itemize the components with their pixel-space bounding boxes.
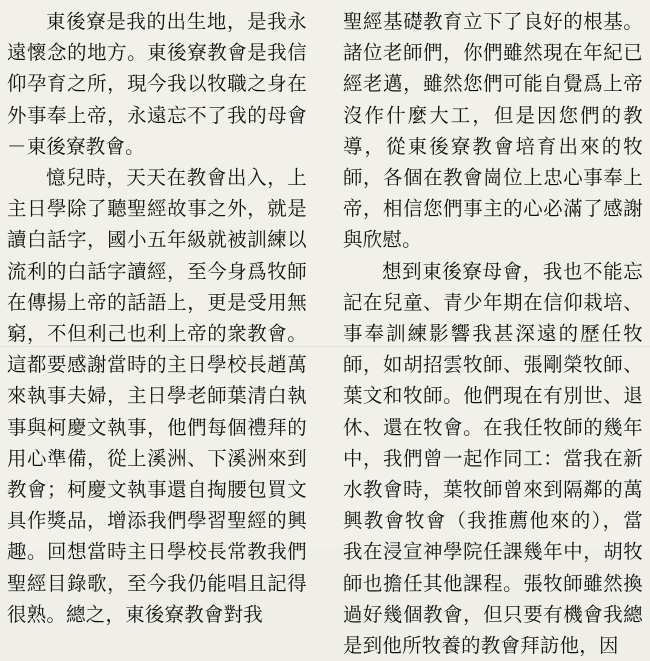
page-crease — [0, 346, 650, 347]
paragraph-former-pastors: 想到東後寮母會，我也不能忘記在兒童、青少年期在信仰栽培、事奉訓練影響我甚深遠的歷任牧師，如胡招雲牧師、張剛榮牧師、葉文和牧師。他們現在有別世、退休、還在牧會。在我任牧師的幾年中，我們曾一起作同工：當我在新水教會時，葉牧師曾來到隔鄰的萬興教會牧會（我推薦他來的），當我在浸宣神學院任課幾年中，胡牧師也擔任其他課程。張牧師雖然換過好幾個教會，但只要有機會我總是到他所牧養的教會拜訪他，因 — [343, 259, 643, 658]
paragraph-teachers-thanks: 聖經基礎教育立下了良好的根基。諸位老師們，你們雖然現在年紀已經老邁，雖然您們可能自覺爲上帝沒作什麼大工，但是因您們的教導，從東後寮教會培育出來的牧師，各個在教會崗位上忠心事奉上帝，相信您們事主的心必滿了感謝與欣慰。 — [343, 10, 643, 252]
paragraph-birthplace: 東後寮是我的出生地，是我永遠懷念的地方。東後寮教會是我信仰孕育之所，現今我以牧職之身在外事奉上帝，永遠忘不了我的母會－東後寮教會。 — [7, 10, 307, 158]
left-column — [7, 6, 307, 630]
right-column — [343, 6, 643, 661]
paragraph-childhood-memories: 憶兒時，天天在教會出入，上主日學除了聽聖經故事之外，就是讀白話字，國小五年級就被訓練以流利的白話字讀經，至今身爲牧師在傳揚上帝的話語上，更是受用無窮，不但利己也利上帝的衆教會。這都要感謝當時的主日學校長趙萬來執事夫婦，主日學老師葉清白執事與柯慶文執事，他們每個禮拜的用心準備，從上溪洲、下溪洲來到教會；柯慶文執事還自掏腰包買文具作獎品，增添我們學習聖經的興趣。回想當時主日學校長常教我們聖經目錄歌，至今我仍能唱且記得很熟。總之，東後寮教會對我 — [7, 166, 307, 626]
